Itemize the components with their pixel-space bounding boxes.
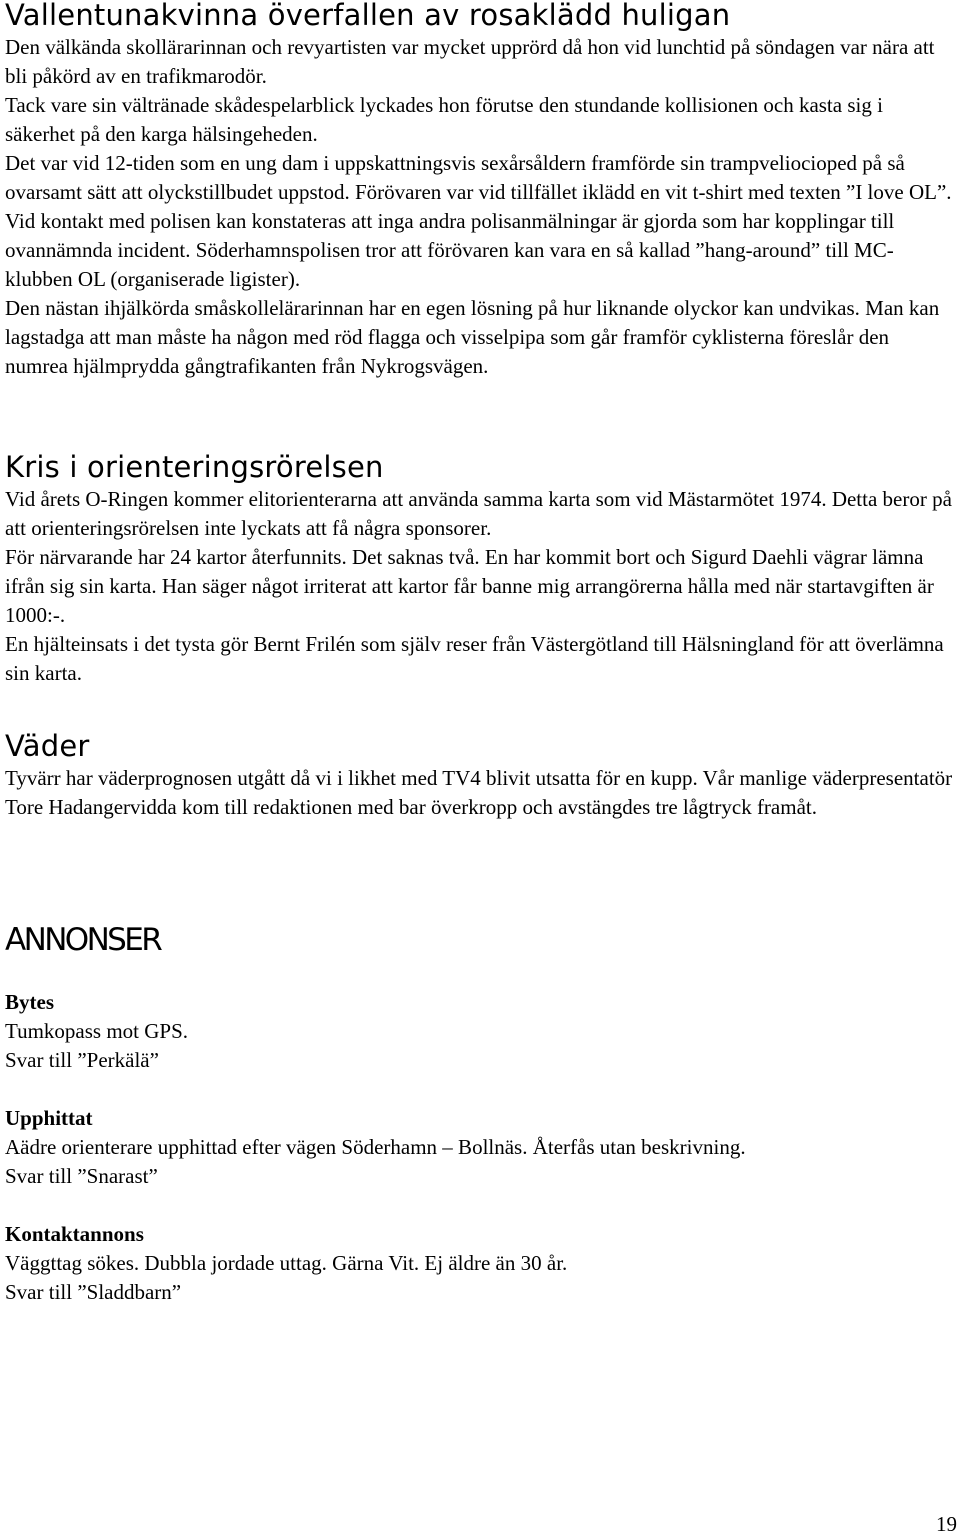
ad-title: Kontaktannons: [5, 1222, 144, 1246]
article-vader: [5, 731, 953, 822]
ad-text: Väggttag sökes. Dubbla jordade uttag. Gärna Vit. Ej äldre än 30 år.: [5, 1251, 568, 1275]
article-orientering: [5, 452, 953, 688]
ad-kontaktannons: [5, 1220, 945, 1307]
article-heading: Väder: [5, 729, 90, 763]
article-vallentuna: [5, 0, 953, 381]
ad-title: Upphittat: [5, 1106, 93, 1130]
article-paragraph: Tyvärr har väderprognosen utgått då vi i likhet med TV4 blivit utsatta för en kupp. Vår manlige väderpresentatör Tore Hadangervidda kom till redaktionen med bar överkropp och avstängdes tre lågtryck framåt.: [5, 766, 953, 819]
ad-text: Aädre orienterare upphittad efter vägen Söderhamn – Bollnäs. Återfås utan beskrivning.: [5, 1135, 746, 1159]
article-paragraph: Vid årets O-Ringen kommer elitorienterarna att använda samma karta som vid Mästarmötet 1974. Detta beror på att orienteringsrörelsen inte lyckats att få några sponsorer.: [5, 487, 952, 540]
ad-reply: Svar till ”Sladdbarn”: [5, 1280, 182, 1304]
article-paragraph: För närvarande har 24 kartor återfunnits. Det saknas två. En har kommit bort och Sigurd Daehli vägrar lämna ifrån sig sin karta. Han säger något irriterat att kartor får banne mig arrangörerna hålla med när startavgiften är 1000:-.: [5, 545, 934, 627]
ad-reply: Svar till ”Perkälä”: [5, 1048, 159, 1072]
article-heading: Vallentunakvinna överfallen av rosaklädd huligan: [5, 0, 731, 32]
article-paragraph: Vid kontakt med polisen kan konstateras att inga andra polisanmälningar är gjorda som har kopplingar till ovannämnda incident. Söderhamnspolisen tror att förövaren kan vara en så kallad ”hang-around” till MC-klubben OL (organiserade ligister).: [5, 209, 895, 291]
ad-title: Bytes: [5, 990, 54, 1014]
page-number: 19: [936, 1512, 957, 1536]
ad-text: Tumkopass mot GPS.: [5, 1019, 189, 1043]
ad-upphittat: [5, 1104, 945, 1191]
article-paragraph: Tack vare sin vältränade skådespelarblick lyckades hon förutse den stundande kollisionen och kasta sig i säkerhet på den karga hälsingeheden.: [5, 93, 883, 146]
article-body: [5, 485, 953, 688]
ad-reply: Svar till ”Snarast”: [5, 1164, 158, 1188]
ads-heading: ANNONSER: [5, 922, 161, 958]
article-body: [5, 764, 953, 822]
ad-bytes: [5, 988, 945, 1075]
article-body: [5, 33, 953, 381]
article-paragraph: Det var vid 12-tiden som en ung dam i uppskattningsvis sexårsåldern framförde sin trampveliocioped på så ovarsamt sätt att olyckstillbudet uppstod. Förövaren var vid tillfället iklädd en vit t-shirt med texten ”I love OL”.: [5, 151, 952, 204]
article-paragraph: En hjälteinsats i det tysta gör Bernt Frilén som själv reser från Västergötland till Hälsningland för att överlämna sin karta.: [5, 632, 944, 685]
article-heading: Kris i orienteringsrörelsen: [5, 450, 384, 484]
article-paragraph: Den nästan ihjälkörda småskollelärarinnan har en egen lösning på hur liknande olyckor kan undvikas. Man kan lagstadga att man måste ha någon med röd flagga och visselpipa som går framför cyklisterna föreslår den numrea hjälmprydda gångtrafikanten från Nykrogsvägen.: [5, 296, 940, 378]
article-paragraph: Den välkända skollärarinnan och revyartisten var mycket upprörd då hon vid lunchtid på söndagen var nära att bli påkörd av en trafikmarodör.: [5, 35, 935, 88]
